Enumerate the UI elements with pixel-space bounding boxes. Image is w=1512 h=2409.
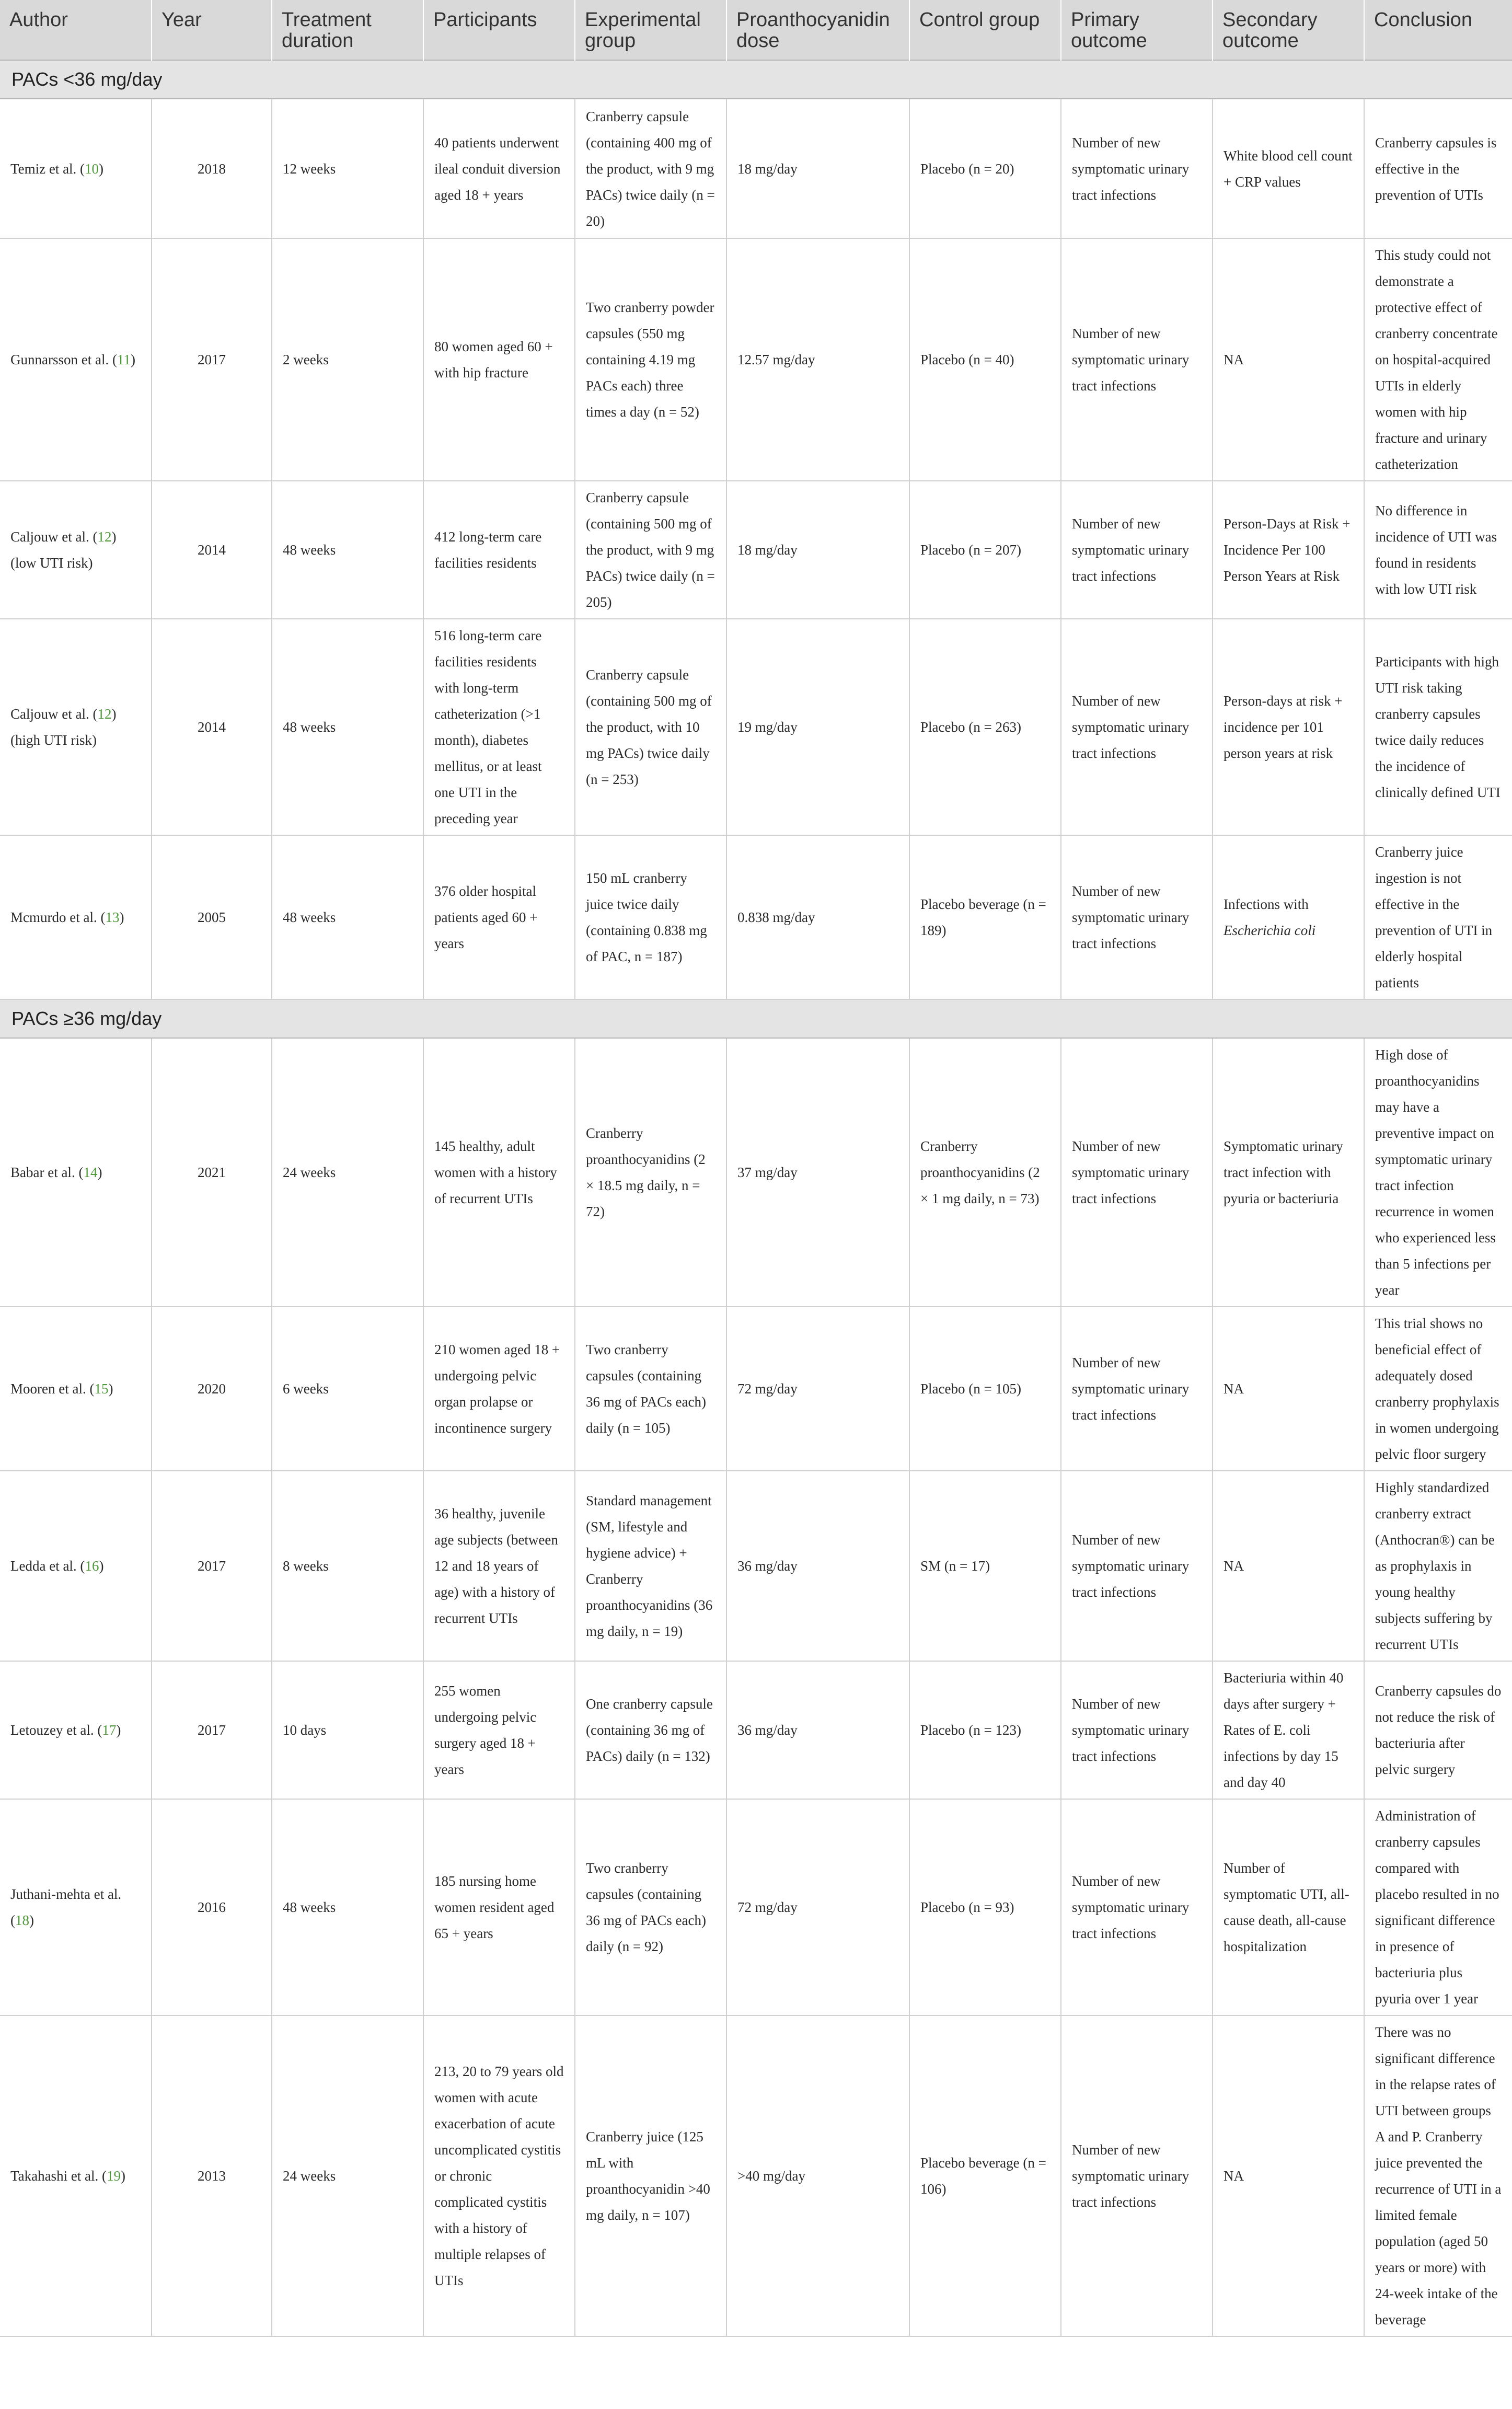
reference-link[interactable]: 11: [117, 352, 131, 367]
experimental-cell: Standard management (SM, lifestyle and hygiene advice) + Cranberry proanthocyanidins (36 mg daily, n = 19): [575, 1471, 726, 1661]
reference-link[interactable]: 19: [107, 2168, 121, 2184]
duration-cell: 48 weeks: [272, 1799, 423, 2015]
participants-cell: 145 healthy, adult women with a history of recurrent UTIs: [423, 1038, 575, 1307]
table-row: [0, 481, 1512, 619]
dose-cell: 0.838 mg/day: [726, 835, 909, 999]
participants-cell: 210 women aged 18 + undergoing pelvic organ prolapse or incontinence surgery: [423, 1307, 575, 1471]
control-cell: Placebo beverage (n = 189): [909, 835, 1061, 999]
table-row: [0, 835, 1512, 999]
secondary-outcome-text: Infections with: [1224, 896, 1309, 912]
table-row: [0, 1471, 1512, 1661]
author-suffix: ): [97, 1165, 102, 1180]
secondary-outcome-cell: Symptomatic urinary tract infection with pyuria or bacteriuria: [1213, 1038, 1364, 1307]
header-proanthocyanidin-dose: Proanthocyanidin dose: [726, 0, 909, 60]
dose-cell: 37 mg/day: [726, 1038, 909, 1307]
experimental-cell: Cranberry capsule (containing 500 mg of the product, with 10 mg PACs) twice daily (n = 253): [575, 619, 726, 835]
participants-cell: 516 long-term care facilities residents with long-term catheterization (>1 month), diabetes mellitus, or at least one UTI in the preceding year: [423, 619, 575, 835]
table-row: [0, 619, 1512, 835]
secondary-outcome-cell: Number of symptomatic UTI, all-cause death, all-cause hospitalization: [1213, 1799, 1364, 2015]
reference-link[interactable]: 16: [85, 1558, 99, 1574]
table-row: [0, 238, 1512, 481]
year-cell: 2017: [152, 1471, 272, 1661]
table-row: [0, 2015, 1512, 2336]
section-title: PACs ≥36 mg/day: [0, 999, 1512, 1038]
primary-outcome-cell: Number of new symptomatic urinary tract infections: [1061, 1471, 1213, 1661]
secondary-outcome-cell: NA: [1213, 238, 1364, 481]
experimental-cell: One cranberry capsule (containing 36 mg of PACs) daily (n = 132): [575, 1661, 726, 1799]
header-secondary-outcome: Secondary outcome: [1213, 0, 1364, 60]
duration-cell: 24 weeks: [272, 2015, 423, 2336]
conclusion-cell: Cranberry capsules is effective in the prevention of UTIs: [1364, 99, 1512, 238]
dose-cell: 19 mg/day: [726, 619, 909, 835]
header-experimental-group: Experimental group: [575, 0, 726, 60]
experimental-cell: Two cranberry powder capsules (550 mg containing 4.19 mg PACs each) three times a day (n = 52): [575, 238, 726, 481]
header-author: Author: [0, 0, 152, 60]
primary-outcome-cell: Number of new symptomatic urinary tract infections: [1061, 99, 1213, 238]
reference-link[interactable]: 14: [83, 1165, 98, 1180]
duration-cell: 24 weeks: [272, 1038, 423, 1307]
author-name: Takahashi et al. (: [10, 2168, 107, 2184]
control-cell: Placebo (n = 263): [909, 619, 1061, 835]
control-cell: Placebo (n = 20): [909, 99, 1061, 238]
primary-outcome-cell: Number of new symptomatic urinary tract infections: [1061, 1661, 1213, 1799]
dose-cell: 72 mg/day: [726, 1799, 909, 2015]
secondary-outcome-cell: [1213, 835, 1364, 999]
participants-cell: 376 older hospital patients aged 60 + years: [423, 835, 575, 999]
control-cell: Placebo beverage (n = 106): [909, 2015, 1061, 2336]
author-suffix: ): [29, 1912, 34, 1928]
reference-link[interactable]: 12: [97, 529, 112, 545]
year-cell: 2016: [152, 1799, 272, 2015]
duration-cell: 2 weeks: [272, 238, 423, 481]
year-cell: 2021: [152, 1038, 272, 1307]
author-cell: [0, 99, 152, 238]
primary-outcome-cell: Number of new symptomatic urinary tract infections: [1061, 835, 1213, 999]
experimental-cell: 150 mL cranberry juice twice daily (containing 0.838 mg of PAC, n = 187): [575, 835, 726, 999]
participants-cell: 213, 20 to 79 years old women with acute exacerbation of acute uncomplicated cystitis or chronic complicated cystitis with a history of multiple relapses of UTIs: [423, 2015, 575, 2336]
reference-link[interactable]: 17: [102, 1722, 117, 1738]
author-suffix: ): [108, 1381, 113, 1397]
conclusion-cell: High dose of proanthocyanidins may have a preventive impact on symptomatic urinary tract infection recurrence in women who experienced less than 5 infections per year: [1364, 1038, 1512, 1307]
dose-cell: 36 mg/day: [726, 1661, 909, 1799]
author-name: Caljouw et al. (: [10, 529, 98, 545]
secondary-outcome-cell: NA: [1213, 2015, 1364, 2336]
author-cell: [0, 1038, 152, 1307]
conclusion-cell: Cranberry juice ingestion is not effective in the prevention of UTI in elderly hospital patients: [1364, 835, 1512, 999]
year-cell: 2005: [152, 835, 272, 999]
author-name: Mcmurdo et al. (: [10, 909, 106, 925]
author-suffix: ): [130, 352, 135, 367]
section-row: [0, 60, 1512, 99]
conclusion-cell: No difference in incidence of UTI was found in residents with low UTI risk: [1364, 481, 1512, 619]
experimental-cell: Cranberry capsule (containing 500 mg of the product, with 9 mg PACs) twice daily (n = 205): [575, 481, 726, 619]
author-suffix: ): [116, 1722, 121, 1738]
header-primary-outcome: Primary outcome: [1061, 0, 1213, 60]
control-cell: Placebo (n = 105): [909, 1307, 1061, 1471]
author-name: Mooren et al. (: [10, 1381, 95, 1397]
section-title: PACs <36 mg/day: [0, 60, 1512, 99]
author-suffix: ) (low UTI risk): [10, 529, 117, 571]
control-cell: Placebo (n = 40): [909, 238, 1061, 481]
author-cell: [0, 238, 152, 481]
author-cell: [0, 1661, 152, 1799]
header-treatment-duration: Treatment duration: [272, 0, 423, 60]
reference-link[interactable]: 15: [94, 1381, 109, 1397]
year-cell: 2020: [152, 1307, 272, 1471]
author-cell: [0, 1471, 152, 1661]
author-name: Letouzey et al. (: [10, 1722, 102, 1738]
header-control-group: Control group: [909, 0, 1061, 60]
experimental-cell: Cranberry capsule (containing 400 mg of the product, with 9 mg PACs) twice daily (n = 20): [575, 99, 726, 238]
reference-link[interactable]: 13: [105, 909, 120, 925]
table-row: [0, 1661, 1512, 1799]
author-cell: [0, 1799, 152, 2015]
primary-outcome-cell: Number of new symptomatic urinary tract infections: [1061, 1799, 1213, 2015]
conclusion-cell: There was no significant difference in the relapse rates of UTI between groups A and P. Cranberry juice prevented the recurrence of UTI in a limited female population (aged 50 years or more) with 24-week intake of the beverage: [1364, 2015, 1512, 2336]
reference-link[interactable]: 18: [15, 1912, 29, 1928]
section-row: [0, 999, 1512, 1038]
year-cell: 2017: [152, 1661, 272, 1799]
header-year: Year: [152, 0, 272, 60]
conclusion-cell: Administration of cranberry capsules compared with placebo resulted in no significant difference in presence of bacteriuria plus pyuria over 1 year: [1364, 1799, 1512, 2015]
secondary-outcome-species: Escherichia coli: [1224, 923, 1316, 938]
primary-outcome-cell: Number of new symptomatic urinary tract infections: [1061, 1307, 1213, 1471]
control-cell: Placebo (n = 123): [909, 1661, 1061, 1799]
author-name: Ledda et al. (: [10, 1558, 85, 1574]
primary-outcome-cell: Number of new symptomatic urinary tract infections: [1061, 1038, 1213, 1307]
author-suffix: ) (high UTI risk): [10, 706, 117, 748]
experimental-cell: Two cranberry capsules (containing 36 mg of PACs each) daily (n = 92): [575, 1799, 726, 2015]
experimental-cell: Two cranberry capsules (containing 36 mg of PACs each) daily (n = 105): [575, 1307, 726, 1471]
primary-outcome-cell: Number of new symptomatic urinary tract infections: [1061, 2015, 1213, 2336]
dose-cell: 36 mg/day: [726, 1471, 909, 1661]
experimental-cell: Cranberry juice (125 mL with proanthocyanidin >40 mg daily, n = 107): [575, 2015, 726, 2336]
secondary-outcome-cell: Person-Days at Risk + Incidence Per 100 Person Years at Risk: [1213, 481, 1364, 619]
dose-cell: 18 mg/day: [726, 481, 909, 619]
header-row: [0, 0, 1512, 60]
control-cell: Placebo (n = 207): [909, 481, 1061, 619]
header-participants: Participants: [423, 0, 575, 60]
participants-cell: 412 long-term care facilities residents: [423, 481, 575, 619]
participants-cell: 185 nursing home women resident aged 65 + years: [423, 1799, 575, 2015]
duration-cell: 8 weeks: [272, 1471, 423, 1661]
control-cell: Cranberry proanthocyanidins (2 × 1 mg daily, n = 73): [909, 1038, 1061, 1307]
author-suffix: ): [99, 160, 104, 177]
duration-cell: 48 weeks: [272, 481, 423, 619]
author-suffix: ): [121, 2168, 126, 2184]
dose-cell: 18 mg/day: [726, 99, 909, 238]
secondary-outcome-cell: Person-days at risk + incidence per 101 person years at risk: [1213, 619, 1364, 835]
table-row: [0, 1307, 1512, 1471]
control-cell: SM (n = 17): [909, 1471, 1061, 1661]
secondary-outcome-cell: Bacteriuria within 40 days after surgery + Rates of E. coli infections by day 15 and day 40: [1213, 1661, 1364, 1799]
dose-cell: 72 mg/day: [726, 1307, 909, 1471]
primary-outcome-cell: Number of new symptomatic urinary tract infections: [1061, 619, 1213, 835]
author-suffix: ): [99, 1558, 104, 1574]
reference-link[interactable]: 10: [85, 160, 99, 177]
author-name: Caljouw et al. (: [10, 706, 98, 722]
dose-cell: >40 mg/day: [726, 2015, 909, 2336]
author-suffix: ): [119, 909, 124, 925]
year-cell: 2017: [152, 238, 272, 481]
author-cell: [0, 481, 152, 619]
participants-cell: 80 women aged 60 + with hip fracture: [423, 238, 575, 481]
year-cell: 2014: [152, 619, 272, 835]
reference-link[interactable]: 12: [97, 706, 112, 722]
conclusion-cell: Participants with high UTI risk taking cranberry capsules twice daily reduces the incidence of clinically defined UTI: [1364, 619, 1512, 835]
table-row: [0, 1799, 1512, 2015]
conclusion-cell: Highly standardized cranberry extract (Anthocran®) can be as prophylaxis in young healthy subjects suffering by recurrent UTIs: [1364, 1471, 1512, 1661]
duration-cell: 48 weeks: [272, 835, 423, 999]
author-name: Babar et al. (: [10, 1165, 84, 1180]
author-name: Temiz et al. (: [10, 160, 85, 177]
duration-cell: 6 weeks: [272, 1307, 423, 1471]
duration-cell: 12 weeks: [272, 99, 423, 238]
conclusion-cell: Cranberry capsules do not reduce the risk of bacteriuria after pelvic surgery: [1364, 1661, 1512, 1799]
secondary-outcome-cell: NA: [1213, 1471, 1364, 1661]
control-cell: Placebo (n = 93): [909, 1799, 1061, 2015]
table-row: [0, 99, 1512, 238]
secondary-outcome-cell: White blood cell count + CRP values: [1213, 99, 1364, 238]
secondary-outcome-cell: NA: [1213, 1307, 1364, 1471]
duration-cell: 10 days: [272, 1661, 423, 1799]
experimental-cell: Cranberry proanthocyanidins (2 × 18.5 mg daily, n = 72): [575, 1038, 726, 1307]
participants-cell: 36 healthy, juvenile age subjects (between 12 and 18 years of age) with a history of recurrent UTIs: [423, 1471, 575, 1661]
year-cell: 2014: [152, 481, 272, 619]
author-cell: [0, 2015, 152, 2336]
year-cell: 2018: [152, 99, 272, 238]
participants-cell: 40 patients underwent ileal conduit diversion aged 18 + years: [423, 99, 575, 238]
table-row: [0, 1038, 1512, 1307]
author-cell: [0, 619, 152, 835]
dose-cell: 12.57 mg/day: [726, 238, 909, 481]
conclusion-cell: This trial shows no beneficial effect of adequately dosed cranberry prophylaxis in women undergoing pelvic floor surgery: [1364, 1307, 1512, 1471]
author-name: Gunnarsson et al. (: [10, 352, 117, 367]
header-conclusion: Conclusion: [1364, 0, 1512, 60]
duration-cell: 48 weeks: [272, 619, 423, 835]
conclusion-cell: This study could not demonstrate a protective effect of cranberry concentrate on hospital-acquired UTIs in elderly women with hip fracture and urinary catheterization: [1364, 238, 1512, 481]
participants-cell: 255 women undergoing pelvic surgery aged 18 + years: [423, 1661, 575, 1799]
primary-outcome-cell: Number of new symptomatic urinary tract infections: [1061, 481, 1213, 619]
author-cell: [0, 1307, 152, 1471]
primary-outcome-cell: Number of new symptomatic urinary tract infections: [1061, 238, 1213, 481]
year-cell: 2013: [152, 2015, 272, 2336]
author-cell: [0, 835, 152, 999]
author-name: Juthani-mehta et al. (: [10, 1886, 122, 1928]
